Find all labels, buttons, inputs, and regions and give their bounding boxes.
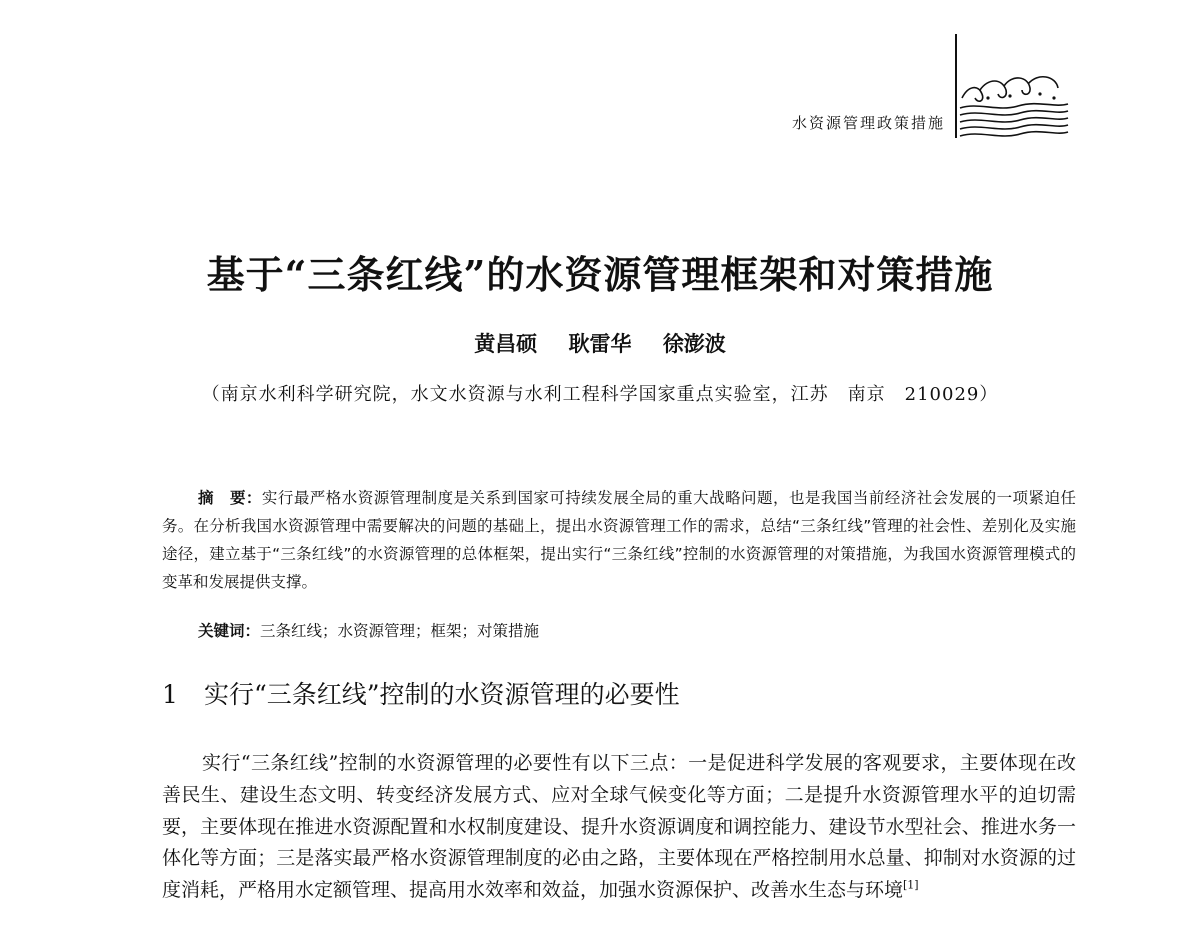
citation-ref: [1] — [903, 878, 919, 892]
author-affiliation: （南京水利科学研究院，水文水资源与水利工程科学国家重点实验室，江苏 南京 210029） — [201, 384, 999, 405]
author-name: 黄昌硕 — [474, 331, 538, 356]
article-title: 基于“三条红线”的水资源管理框架和对策措施 — [206, 252, 994, 297]
body-paragraph-text: 实行“三条红线”控制的水资源管理的必要性有以下三点：一是促进科学发展的客观要求，主要体现在改善民生、建设生态文明、转变经济发展方式、应对全球气候变化等方面；二是提升水资源管理水平的迫切需要，主要体现在推进水资源配置和水权制度建设、提升水资源调度和调控能力、建设节水型社会、推进水务一体化等方面；三是落实最严格水资源管理制度的必由之路，主要体现在严格控制用水总量、抑制对水资源的过度消耗，严格用水定额管理、提高用水效率和效益，加强水资源保护、改善水生态与环境 — [162, 752, 1076, 902]
section-title: 实行“三条红线”控制的水资源管理的必要性 — [204, 680, 680, 709]
abstract-label: 摘 要： — [198, 489, 262, 507]
keywords-text: 三条红线；水资源管理；框架；对策措施 — [260, 622, 540, 640]
abstract — [162, 484, 1076, 596]
author-name: 耿雷华 — [568, 331, 632, 356]
section-heading — [162, 675, 1076, 715]
header-rule — [955, 34, 957, 138]
section-number: 1 — [162, 680, 178, 709]
abstract-text: 实行最严格水资源管理制度是关系到国家可持续发展全局的重大战略问题，也是我国当前经济社会发展的一项紧迫任务。在分析我国水资源管理中需要解决的问题的基础上，提出水资源管理工作的需求，总结“三条红线”管理的社会性、差别化及实施途径，建立基于“三条红线”的水资源管理的总体框架，提出实行“三条红线”控制的水资源管理的对策措施，为我国水资源管理模式的变革和发展提供支撑。 — [162, 489, 1076, 591]
keywords — [198, 618, 1076, 644]
wave-emblem-icon — [958, 68, 1070, 140]
author-name: 徐澎波 — [662, 331, 726, 356]
author-list — [0, 328, 1200, 358]
keywords-label: 关键词： — [198, 622, 261, 640]
body-paragraph — [162, 748, 1076, 907]
running-head: 水资源管理政策措施 — [791, 114, 945, 132]
